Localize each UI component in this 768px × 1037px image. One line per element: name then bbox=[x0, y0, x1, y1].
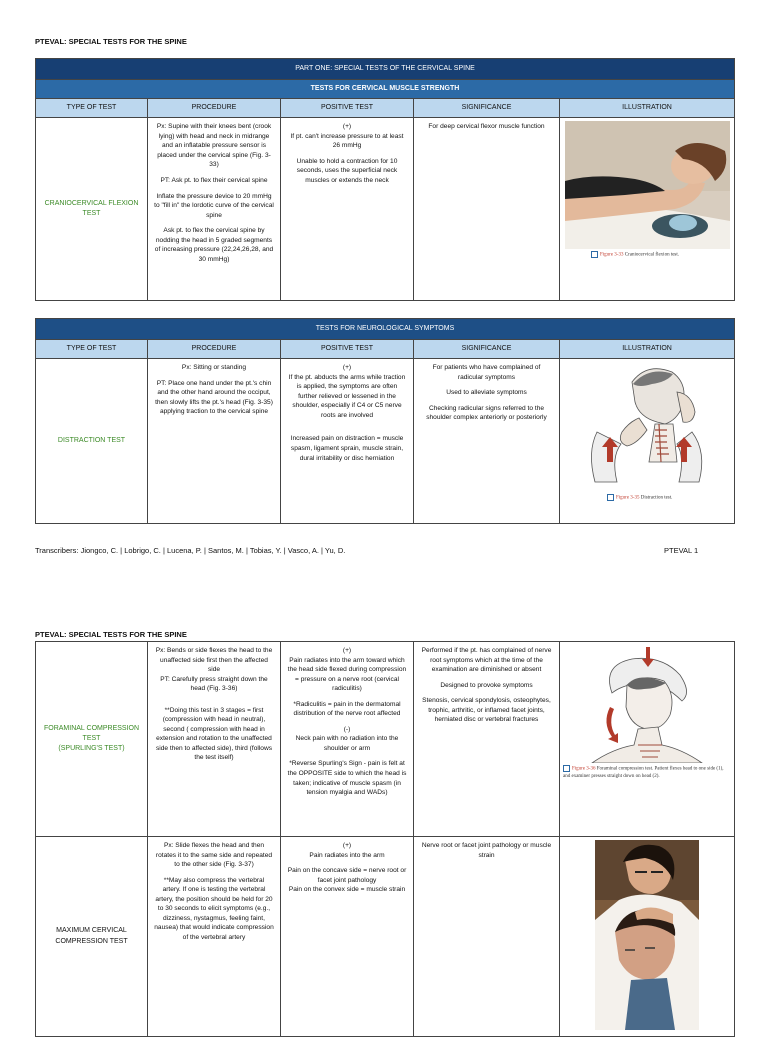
positive-text: Pain on the convex side = muscle strain bbox=[288, 886, 406, 894]
positive-text: (+) bbox=[342, 364, 352, 372]
table-row bbox=[36, 837, 735, 1037]
procedure-cell bbox=[148, 837, 281, 1037]
distraction-test-drawing bbox=[577, 362, 717, 492]
positive-text: Pain radiates into the arm toward which the head side flexed during compression = pressure on a nerve root (cervical radiculitis) bbox=[287, 656, 407, 693]
procedure-text: **Doing this test in 3 stages = first (compression with head in neutral), second ( compression with head in extension and rotation to the unaffected side then to affected side), third (follows the test itself) bbox=[155, 706, 273, 762]
significance-text: For deep cervical flexor muscle function bbox=[428, 123, 545, 131]
section-title: TESTS FOR NEUROLOGICAL SYMPTOMS bbox=[36, 319, 735, 340]
procedure-cell bbox=[148, 118, 281, 301]
illustration-cell bbox=[560, 359, 735, 524]
significance-text: Used to alleviate symptoms bbox=[446, 389, 527, 397]
table-row bbox=[36, 642, 735, 837]
column-header: TYPE OF TEST bbox=[36, 99, 148, 118]
positive-test-cell bbox=[281, 837, 414, 1037]
positive-text: Pain radiates into the arm bbox=[309, 851, 385, 859]
test-name: MAXIMUM CERVICAL COMPRESSION TEST bbox=[36, 837, 148, 1037]
significance-text: Performed if the pt. has complained of nerve root symptoms which at the time of the examination are diminished or absent bbox=[421, 647, 552, 674]
table-row bbox=[36, 118, 735, 301]
positive-text: If the pt. abducts the arms while traction is applied, the symptoms are often further relieved or lessened in the shoulder, especially if C4 or C5 nerve roots are involved bbox=[288, 373, 406, 419]
procedure-text: Ask pt. to flex the cervical spine by nodding the head in 5 graded segments of increasing pressure (22,24,26,28, and 30 mmHg) bbox=[154, 227, 274, 263]
illustration-cell bbox=[560, 837, 735, 1037]
positive-text: Neck pain with no radiation into the shoulder or arm bbox=[295, 735, 399, 752]
illustration-cell bbox=[560, 118, 735, 301]
table-neurological bbox=[35, 318, 735, 524]
column-header: POSITIVE TEST bbox=[281, 340, 414, 359]
figure-caption: Foraminal compression test. Patient flexes head to one side (1), and examiner presses straight down on head (2). bbox=[563, 766, 724, 779]
procedure-text: Inflate the pressure device to 20 mmHg to "fill in" the lordotic curve of the cervical spine bbox=[154, 192, 274, 219]
positive-text: (+) bbox=[342, 123, 352, 131]
positive-test-cell bbox=[281, 118, 414, 301]
positive-test-cell bbox=[281, 642, 414, 837]
page-header: PTEVAL: SPECIAL TESTS FOR THE SPINE bbox=[35, 37, 187, 46]
positive-text: If pt. can't increase pressure to at least 26 mmHg bbox=[290, 132, 404, 150]
figure-label: Figure 3-33 bbox=[600, 252, 624, 258]
craniocervical-photo bbox=[565, 121, 730, 249]
test-name: CRANIOCERVICAL FLEXION TEST bbox=[36, 118, 148, 301]
procedure-text: Px: Slide flexes the head and then rotates it to the same side and repeated to the other side (Fig. 3-37) bbox=[155, 842, 273, 869]
column-header: PROCEDURE bbox=[148, 99, 281, 118]
max-compression-photo bbox=[595, 840, 699, 1030]
column-header: ILLUSTRATION bbox=[560, 340, 735, 359]
transcribers-footer: Transcribers: Jiongco, C. | Lobrigo, C. | Lucena, P. | Santos, M. | Tobias, Y. | Vasco, A. | Yu, D. bbox=[35, 546, 346, 555]
significance-cell bbox=[414, 359, 560, 524]
significance-text: Stenosis, cervical spondylosis, osteophytes, trophic, arthritic, or inflamed facet joints, herniated disc or vertebral fractures bbox=[422, 697, 551, 724]
significance-text: For patients who have complained of radicular symptoms bbox=[432, 364, 541, 381]
procedure-text: PT: Place one hand under the pt.'s chin and the other hand around the occiput, then slowly lifts the pt.'s head (Fig. 3-35) applying traction to the cervical spine bbox=[155, 379, 273, 416]
column-header: TYPE OF TEST bbox=[36, 340, 148, 359]
table-compression-tests bbox=[35, 641, 735, 1037]
positive-text: (+) bbox=[342, 647, 352, 654]
procedure-text: PT: Ask pt. to flex their cervical spine bbox=[160, 177, 268, 185]
illustration-cell bbox=[560, 642, 735, 837]
test-name-text: FORAMINAL COMPRESSION TEST bbox=[43, 724, 140, 742]
positive-text: (-) bbox=[343, 725, 351, 733]
test-name-alt: (SPURLING'S TEST) bbox=[58, 745, 125, 753]
figure-caption: Distraction test. bbox=[640, 495, 673, 501]
significance-cell bbox=[414, 837, 560, 1037]
positive-text: *Radiculitis = pain in the dermatomal distribution of the nerve root affected bbox=[293, 700, 401, 718]
positive-text: Pain on the concave side = nerve root or facet joint pathology bbox=[287, 867, 407, 884]
column-header: SIGNIFICANCE bbox=[414, 340, 560, 359]
column-header: SIGNIFICANCE bbox=[414, 99, 560, 118]
procedure-cell bbox=[148, 642, 281, 837]
significance-text: Nerve root or facet joint pathology or muscle strain bbox=[421, 842, 552, 859]
section-title: TESTS FOR CERVICAL MUSCLE STRENGTH bbox=[36, 80, 735, 99]
test-name: DISTRACTION TEST bbox=[36, 359, 148, 524]
figure-label: Figure 3-36 bbox=[572, 766, 596, 772]
part-title: PART ONE: SPECIAL TESTS OF THE CERVICAL SPINE bbox=[36, 59, 735, 80]
positive-text: *Reverse Spurling's Sign - pain is felt at the OPPOSITE side to which the head is taken; indicative of muscle spasm (in tension myalgia and WADs) bbox=[287, 760, 407, 797]
significance-cell bbox=[414, 642, 560, 837]
procedure-text: Px: Bends or side flexes the head to the unaffected side first then the affected side bbox=[155, 647, 273, 674]
positive-text: Increased pain on distraction = muscle spasm, ligament sprain, muscle strain, dural irritability or disc herniation bbox=[290, 435, 404, 462]
column-header: POSITIVE TEST bbox=[281, 99, 414, 118]
significance-cell bbox=[414, 118, 560, 301]
procedure-text: Px: Supine with their knees bent (crook lying) with head and neck in midrange and an inflatable pressure sensor is placed under the cervical spine (Fig. 3-33) bbox=[156, 123, 272, 169]
significance-text: Designed to provoke symptoms bbox=[440, 681, 533, 689]
page-header: PTEVAL: SPECIAL TESTS FOR THE SPINE bbox=[35, 630, 187, 639]
column-header: ILLUSTRATION bbox=[560, 99, 735, 118]
procedure-text: **May also compress the vertebral artery. If one is testing the vertebral artery, the position should be held for 20 to 30 seconds to elicit symptoms (e.g., dizziness, nystagmus, feeling faint, nausea) that would indicate compression of the vertebral artery bbox=[154, 876, 274, 941]
figure-label: Figure 3-35 bbox=[616, 495, 640, 501]
procedure-cell bbox=[148, 359, 281, 524]
test-name bbox=[36, 642, 148, 837]
positive-test-cell bbox=[281, 359, 414, 524]
foraminal-compression-drawing bbox=[572, 645, 722, 763]
table-cervical-strength bbox=[35, 58, 735, 301]
procedure-text: Px: Sitting or standing bbox=[181, 364, 247, 372]
figure-caption: Craniocervical flexion test. bbox=[624, 252, 680, 258]
page-number: PTEVAL 1 bbox=[664, 546, 699, 555]
positive-text: (+) bbox=[342, 842, 352, 849]
procedure-text: PT: Carefully press straight down the head (Fig. 3-36) bbox=[160, 675, 268, 693]
table-row bbox=[36, 359, 735, 524]
positive-text: Unable to hold a contraction for 10 seconds, uses the superficial neck muscles or extends the neck bbox=[296, 157, 398, 185]
significance-text: Checking radicular signs referred to the shoulder complex anteriorly or posteriorly bbox=[426, 404, 547, 422]
column-header: PROCEDURE bbox=[148, 340, 281, 359]
